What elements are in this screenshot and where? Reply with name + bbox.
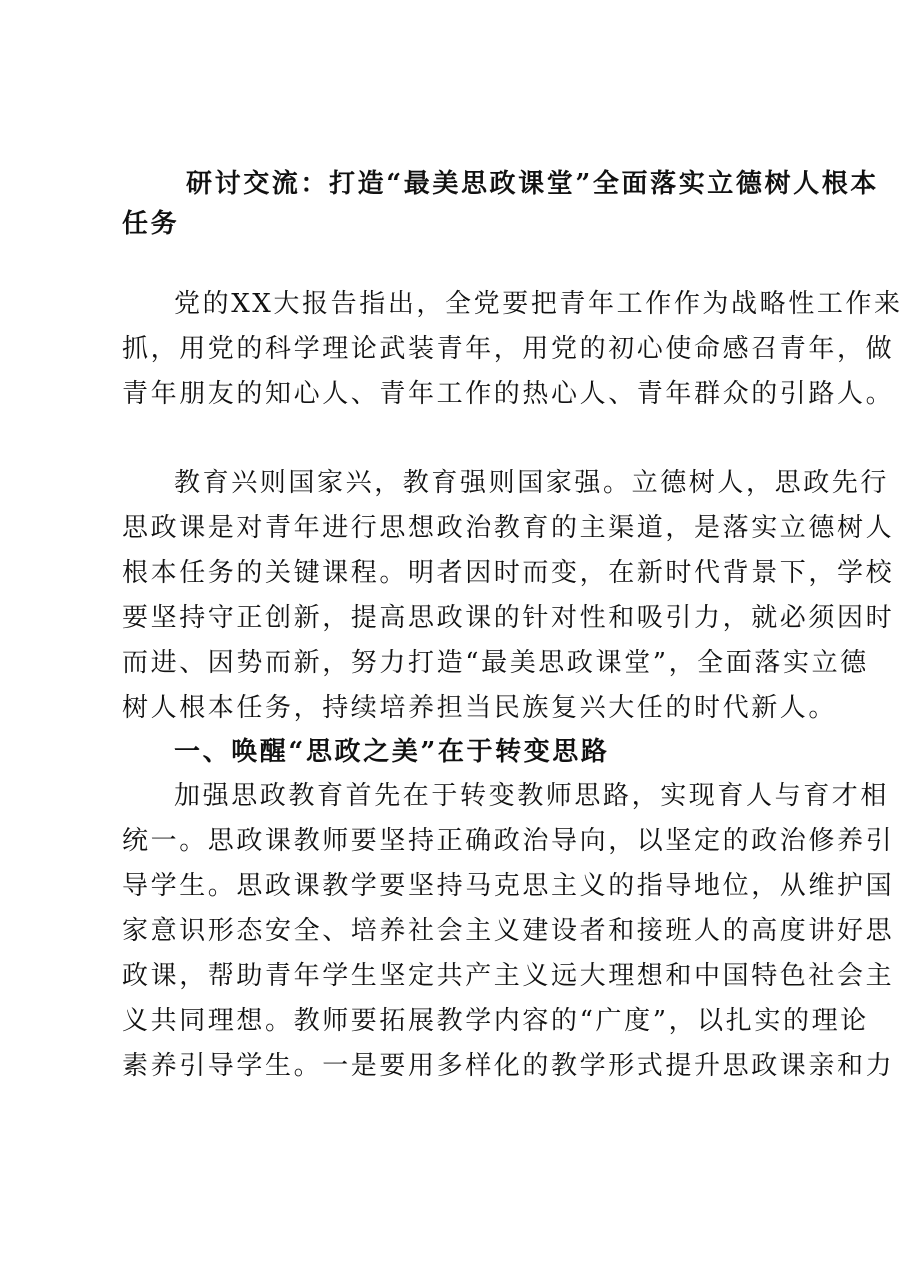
paragraph-line: 要坚持守正创新，提高思政课的针对性和吸引力，就必须因时 xyxy=(122,603,895,633)
paragraph-line: 义共同理想。教师要拓展教学内容的“广度”，以扎实的理论 xyxy=(122,1006,869,1036)
paragraph-line: 统一。思政课教师要坚持正确政治导向，以坚定的政治修养引 xyxy=(122,826,895,856)
document-title xyxy=(122,164,879,244)
title-line-2: 任务 xyxy=(122,209,180,239)
paragraph-line: 青年朋友的知心人、青年工作的热心人、青年群众的引路人。 xyxy=(122,379,895,409)
paragraph-line: 树人根本任务，持续培养担当民族复兴大任的时代新人。 xyxy=(122,693,838,723)
paragraph-line: 思政课是对青年进行思想政治教育的主渠道，是落实立德树人 xyxy=(122,513,895,543)
paragraph-line: 根本任务的关键课程。明者因时而变，在新时代背景下，学校 xyxy=(122,558,895,588)
paragraph-line: 而进、因势而新，努力打造“最美思政课堂”，全面落实立德 xyxy=(122,648,869,678)
paragraph-section-one xyxy=(122,774,895,1089)
paragraph-line: 加强思政教育首先在于转变教师思路，实现育人与育才相 xyxy=(174,781,890,811)
paragraph-line: 政课，帮助青年学生坚定共产主义远大理想和中国特色社会主 xyxy=(122,961,895,991)
paragraph-line: 素养引导学生。一是要用多样化的教学形式提升思政课亲和力 xyxy=(122,1051,895,1081)
paragraph-line: 教育兴则国家兴，教育强则国家强。立德树人，思政先行 xyxy=(174,468,890,498)
paragraph-line: 抓，用党的科学理论武装青年，用党的初心使命感召青年，做 xyxy=(122,334,895,364)
paragraph-education xyxy=(122,461,895,731)
paragraph-line: 家意识形态安全、培养社会主义建设者和接班人的高度讲好思 xyxy=(122,916,895,946)
section-heading: 一、唤醒“思政之美”在于转变思路 xyxy=(174,737,610,767)
paragraph-line: 党的XX大报告指出，全党要把青年工作作为战略性工作来 xyxy=(174,289,903,319)
title-line-1: 研讨交流：打造“最美思政课堂”全面落实立德树人根本 xyxy=(186,169,879,199)
paragraph-line: 导学生。思政课教学要坚持马克思主义的指导地位，从维护国 xyxy=(122,871,895,901)
paragraph-intro xyxy=(122,282,903,417)
